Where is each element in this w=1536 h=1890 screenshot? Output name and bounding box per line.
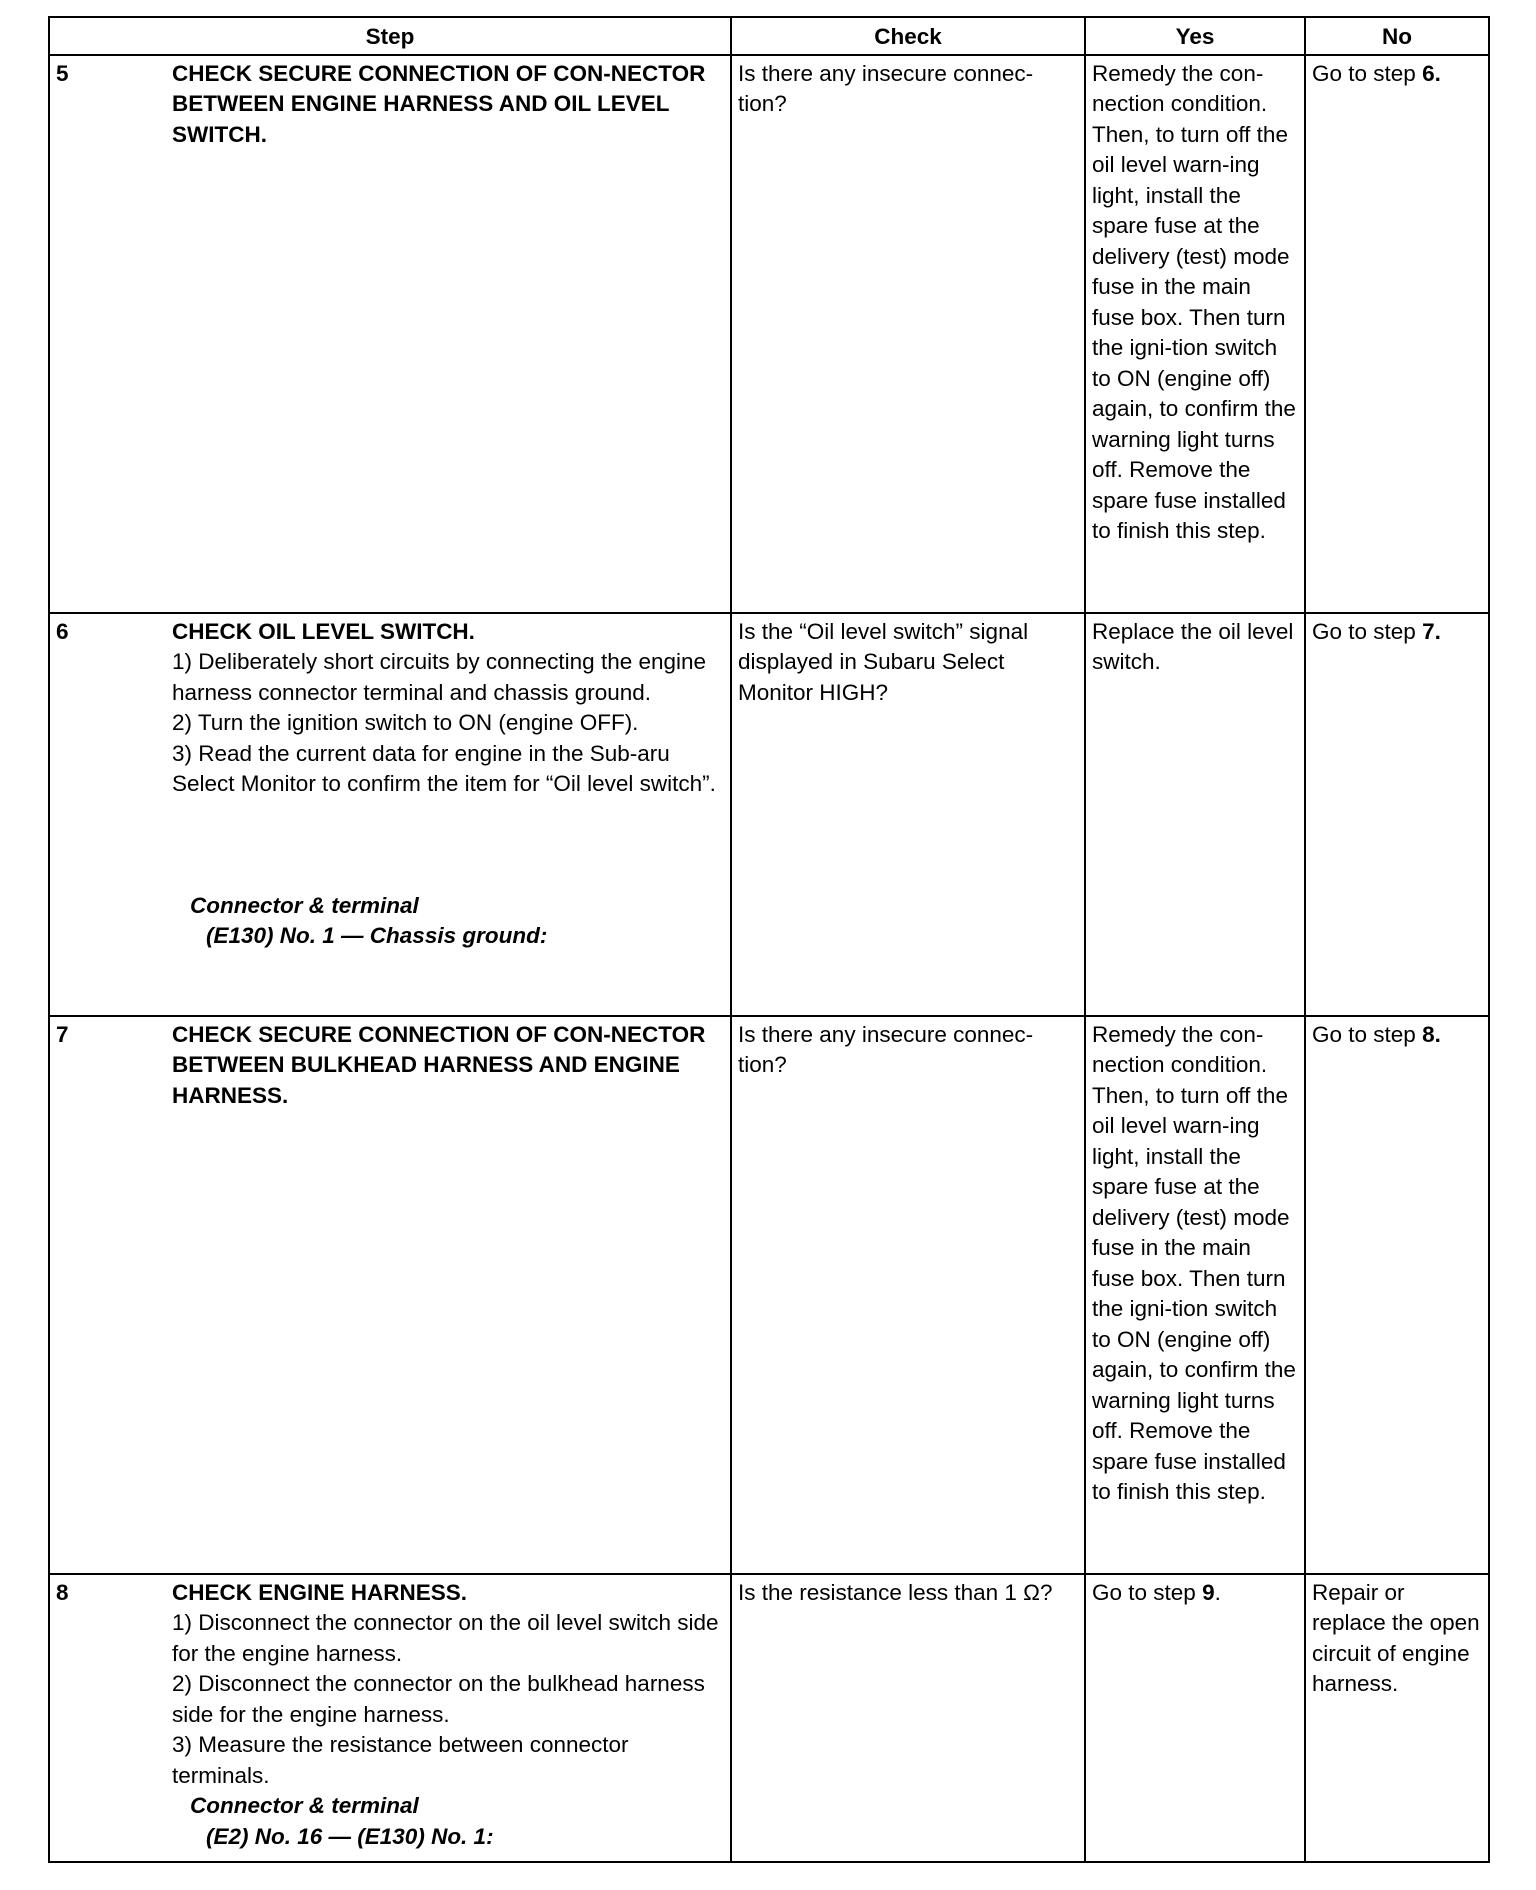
yes-cell [1085, 1574, 1305, 1862]
yes-cell: Replace the oil level switch. [1085, 613, 1305, 1016]
no-cell [1305, 55, 1489, 613]
diagnostic-table [48, 16, 1490, 1863]
check-cell: Is there any insecure connec-tion? [731, 1016, 1085, 1574]
yes-text: Go to step [1092, 1579, 1203, 1605]
yes-cell: Remedy the con-nection condition. Then, to turn off the oil level warn-ing light, install the spare fuse at the delivery (test) mode fuse in the main fuse box. Then turn the igni-tion switch to ON (engine off) again, to confirm the warning light turns off. Remove the spare fuse installed to finish this step. [1085, 55, 1305, 613]
step-number: 6 [56, 618, 69, 644]
step-body [172, 1020, 720, 1112]
connector-label: Connector & terminal [190, 1793, 419, 1818]
step-cell [49, 1016, 731, 1574]
no-cell [1305, 613, 1489, 1016]
step-cell [49, 1574, 731, 1862]
no-cell: Repair or replace the open circuit of engine harness. [1305, 1574, 1489, 1862]
header-no: No [1305, 17, 1489, 55]
header-yes: Yes [1085, 17, 1305, 55]
instruction-1: 1) Disconnect the connector on the oil level switch side for the engine harness. [172, 1610, 719, 1666]
connector-value: (E130) No. 1 — Chassis ground: [206, 923, 548, 948]
step-title: CHECK SECURE CONNECTION OF CON-NECTOR BETWEEN BULKHEAD HARNESS AND ENGINE HARNESS. [172, 1021, 706, 1108]
step-title: CHECK ENGINE HARNESS. [172, 1579, 468, 1605]
table-row [49, 1016, 1489, 1574]
no-text: Go to step [1312, 1021, 1423, 1047]
check-cell: Is the “Oil level switch” signal displayed in Subaru Select Monitor HIGH? [731, 613, 1085, 1016]
step-number: 8 [56, 1579, 69, 1605]
check-cell: Is the resistance less than 1 Ω? [731, 1574, 1085, 1862]
no-text: Go to step [1312, 60, 1423, 86]
no-cell [1305, 1016, 1489, 1574]
no-step-suffix: . [1434, 60, 1441, 86]
instruction-2: 2) Turn the ignition switch to ON (engine OFF). [172, 710, 639, 735]
step-body [172, 1578, 720, 1853]
yes-step-ref: 9 [1202, 1579, 1215, 1605]
connector-value: (E2) No. 16 — (E130) No. 1: [206, 1823, 494, 1849]
no-step-suffix: . [1434, 1021, 1441, 1047]
table-header-row [49, 17, 1489, 55]
step-body [172, 617, 720, 952]
step-cell [49, 55, 731, 613]
yes-cell: Remedy the con-nection condition. Then, to turn off the oil level warn-ing light, install the spare fuse at the delivery (test) mode fuse in the main fuse box. Then turn the igni-tion switch to ON (engine off) again, to confirm the warning light turns off. Remove the spare fuse installed to finish this step. [1085, 1016, 1305, 1574]
step-title: CHECK SECURE CONNECTION OF CON-NECTOR BETWEEN ENGINE HARNESS AND OIL LEVEL SWITCH. [172, 60, 706, 147]
instruction-3: 3) Read the current data for engine in the Sub-aru Select Monitor to confirm the item for “Oil level switch”. [172, 740, 716, 796]
table-row [49, 55, 1489, 613]
instruction-1: 1) Deliberately short circuits by connecting the engine harness connector terminal and chassis ground. [172, 649, 707, 705]
header-step: Step [49, 17, 731, 55]
instruction-2: 2) Disconnect the connector on the bulkhead harness side for the engine harness. [172, 1671, 705, 1727]
header-check: Check [731, 17, 1085, 55]
instruction-3: 3) Measure the resistance between connector terminals. [172, 1732, 629, 1788]
table-row [49, 613, 1489, 1016]
no-step-ref: 6 [1422, 60, 1435, 86]
step-number: 7 [56, 1021, 69, 1047]
spacer [172, 800, 720, 891]
no-text: Go to step [1312, 618, 1423, 644]
connector-label: Connector & terminal [190, 892, 419, 918]
step-title: CHECK OIL LEVEL SWITCH. [172, 618, 475, 644]
no-step-ref: 7 [1422, 618, 1435, 644]
no-step-suffix: . [1434, 618, 1441, 644]
step-body [172, 59, 720, 151]
step-cell [49, 613, 731, 1016]
step-number: 5 [56, 60, 69, 86]
no-step-ref: 8 [1422, 1021, 1435, 1047]
yes-step-suffix: . [1214, 1579, 1221, 1605]
check-cell: Is there any insecure connec-tion? [731, 55, 1085, 613]
table-row [49, 1574, 1489, 1862]
